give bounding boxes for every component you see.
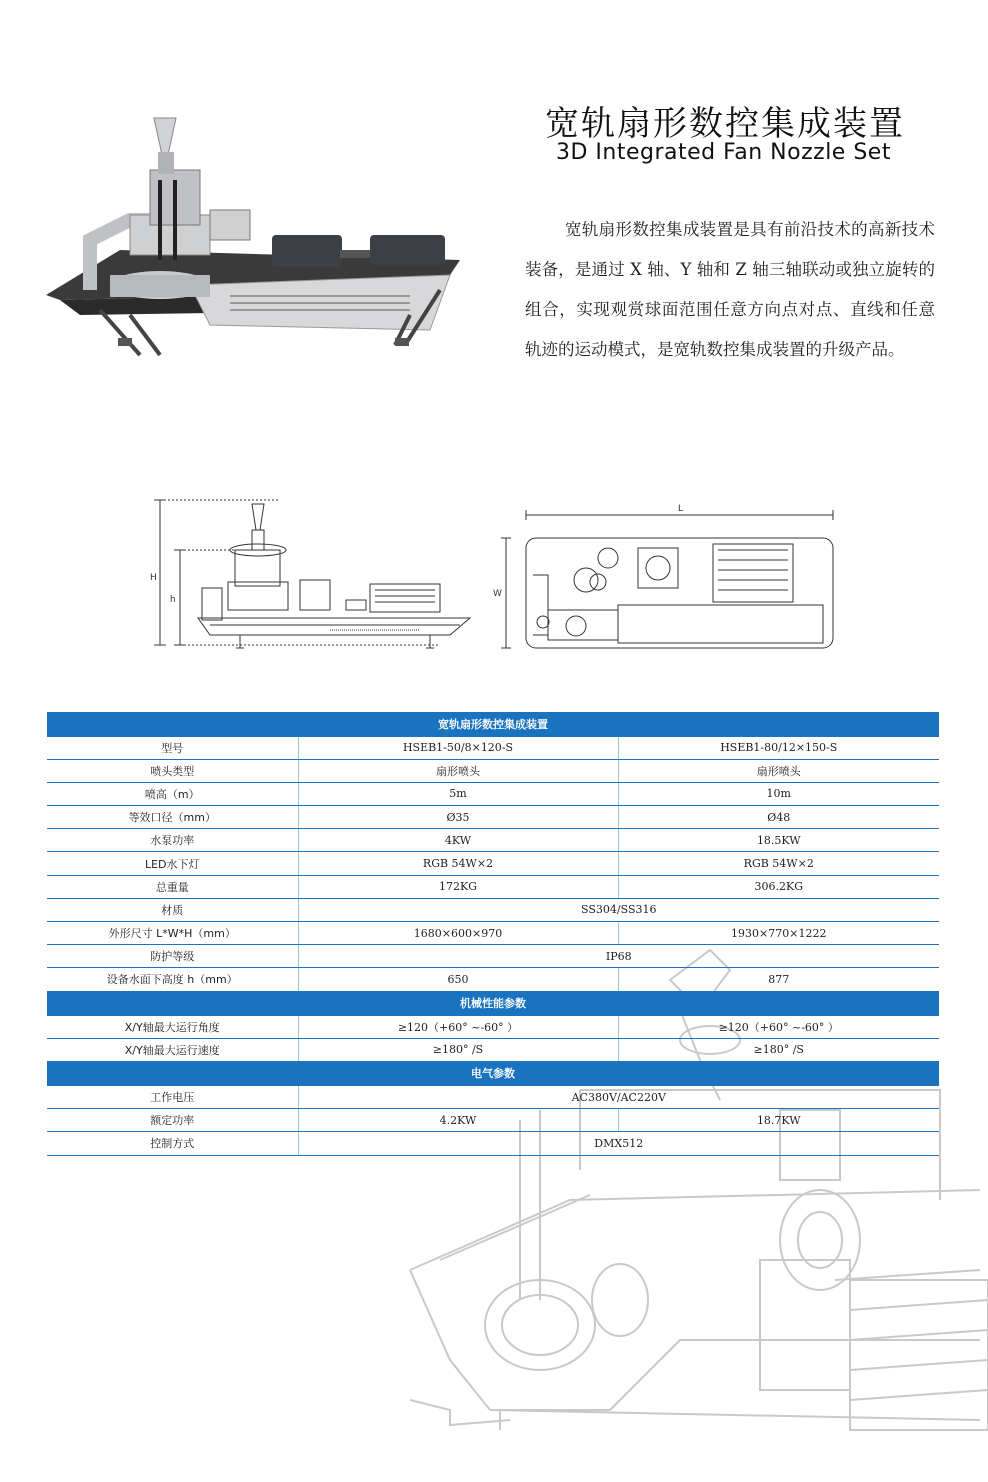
- cell-value: 306.2KG: [618, 875, 939, 898]
- side-view-drawing: [140, 490, 480, 665]
- row-label: 型号: [47, 736, 298, 759]
- row-label: 额定功率: [47, 1109, 298, 1132]
- table-row: [47, 829, 939, 852]
- table-row: [47, 852, 939, 875]
- table-row: [47, 782, 939, 805]
- cell-value: 扇形喷头: [618, 759, 939, 782]
- cell-value-merged: DMX512: [298, 1132, 939, 1155]
- table-row: [47, 875, 939, 898]
- cell-value: RGB 54W×2: [618, 852, 939, 875]
- cell-value-merged: AC380V/AC220V: [298, 1085, 939, 1108]
- dimension-label-h: h: [170, 595, 176, 605]
- cell-value: RGB 54W×2: [298, 852, 618, 875]
- row-label: 工作电压: [47, 1085, 298, 1108]
- row-label: LED水下灯: [47, 852, 298, 875]
- section-header: 宽轨扇形数控集成装置: [47, 712, 939, 736]
- cell-value: 10m: [618, 782, 939, 805]
- section-header-row: [47, 991, 939, 1015]
- table-row: [47, 922, 939, 945]
- row-label: 总重量: [47, 875, 298, 898]
- cell-value: 172KG: [298, 875, 618, 898]
- dimension-label-W: W: [493, 589, 502, 599]
- cell-value: 4KW: [298, 829, 618, 852]
- dimension-label-L: L: [678, 504, 684, 514]
- page-title-cn: 宽轨扇形数控集成装置: [545, 104, 905, 144]
- table-row: [47, 1109, 939, 1132]
- cell-value: Ø48: [618, 806, 939, 829]
- intro-paragraph: 宽轨扇形数控集成装置是具有前沿技术的高新技术装备，是通过 X 轴、Y 轴和 Z 轴三轴联动或独立旋转的组合，实现观赏球面范围任意方向点对点、直线和任意轨迹的运动模式，是宽轨数控集成装置的升级产品。: [525, 220, 935, 359]
- cell-value: 1930×770×1222: [618, 922, 939, 945]
- table-row: [47, 1038, 939, 1061]
- cell-value: 18.7KW: [618, 1109, 939, 1132]
- row-label: 水泵功率: [47, 829, 298, 852]
- spec-table: [47, 712, 939, 1156]
- cell-value: ≥120（+60° ~-60° ）: [618, 1015, 939, 1038]
- cell-value: ≥120（+60° ~-60° ）: [298, 1015, 618, 1038]
- row-label: X/Y轴最大运行角度: [47, 1015, 298, 1038]
- row-label: 喷高（m）: [47, 782, 298, 805]
- row-label: 控制方式: [47, 1132, 298, 1155]
- cell-value: 877: [618, 968, 939, 991]
- table-row: [47, 759, 939, 782]
- cell-value: ≥180° /S: [298, 1038, 618, 1061]
- row-label: X/Y轴最大运行速度: [47, 1038, 298, 1061]
- section-header: 电气参数: [47, 1061, 939, 1085]
- table-row: [47, 736, 939, 759]
- page-title-en: 3D Integrated Fan Nozzle Set: [556, 140, 891, 165]
- row-label: 喷头类型: [47, 759, 298, 782]
- table-row: [47, 1085, 939, 1108]
- cell-value: 4.2KW: [298, 1109, 618, 1132]
- cell-value: 18.5KW: [618, 829, 939, 852]
- section-header-row: [47, 712, 939, 736]
- row-label: 等效口径（mm）: [47, 806, 298, 829]
- row-label: 设备水面下高度 h（mm）: [47, 968, 298, 991]
- dimension-label-H: H: [150, 573, 157, 583]
- cell-value: 1680×600×970: [298, 922, 618, 945]
- table-row: [47, 806, 939, 829]
- row-label: 外形尺寸 L*W*H（mm）: [47, 922, 298, 945]
- cell-value: 5m: [298, 782, 618, 805]
- section-header-row: [47, 1061, 939, 1085]
- table-row: [47, 898, 939, 921]
- cell-value: 650: [298, 968, 618, 991]
- cell-value-merged: SS304/SS316: [298, 898, 939, 921]
- cell-value: HSEB1-80/12×150-S: [618, 736, 939, 759]
- cell-value: 扇形喷头: [298, 759, 618, 782]
- table-row: [47, 968, 939, 991]
- row-label: 材质: [47, 898, 298, 921]
- top-view-drawing: [488, 500, 848, 660]
- cell-value: ≥180° /S: [618, 1038, 939, 1061]
- section-header: 机械性能参数: [47, 991, 939, 1015]
- table-row: [47, 1132, 939, 1155]
- cell-value-merged: IP68: [298, 945, 939, 968]
- product-photo: [40, 110, 470, 360]
- cell-value: Ø35: [298, 806, 618, 829]
- cell-value: HSEB1-50/8×120-S: [298, 736, 618, 759]
- table-row: [47, 945, 939, 968]
- row-label: 防护等级: [47, 945, 298, 968]
- table-row: [47, 1015, 939, 1038]
